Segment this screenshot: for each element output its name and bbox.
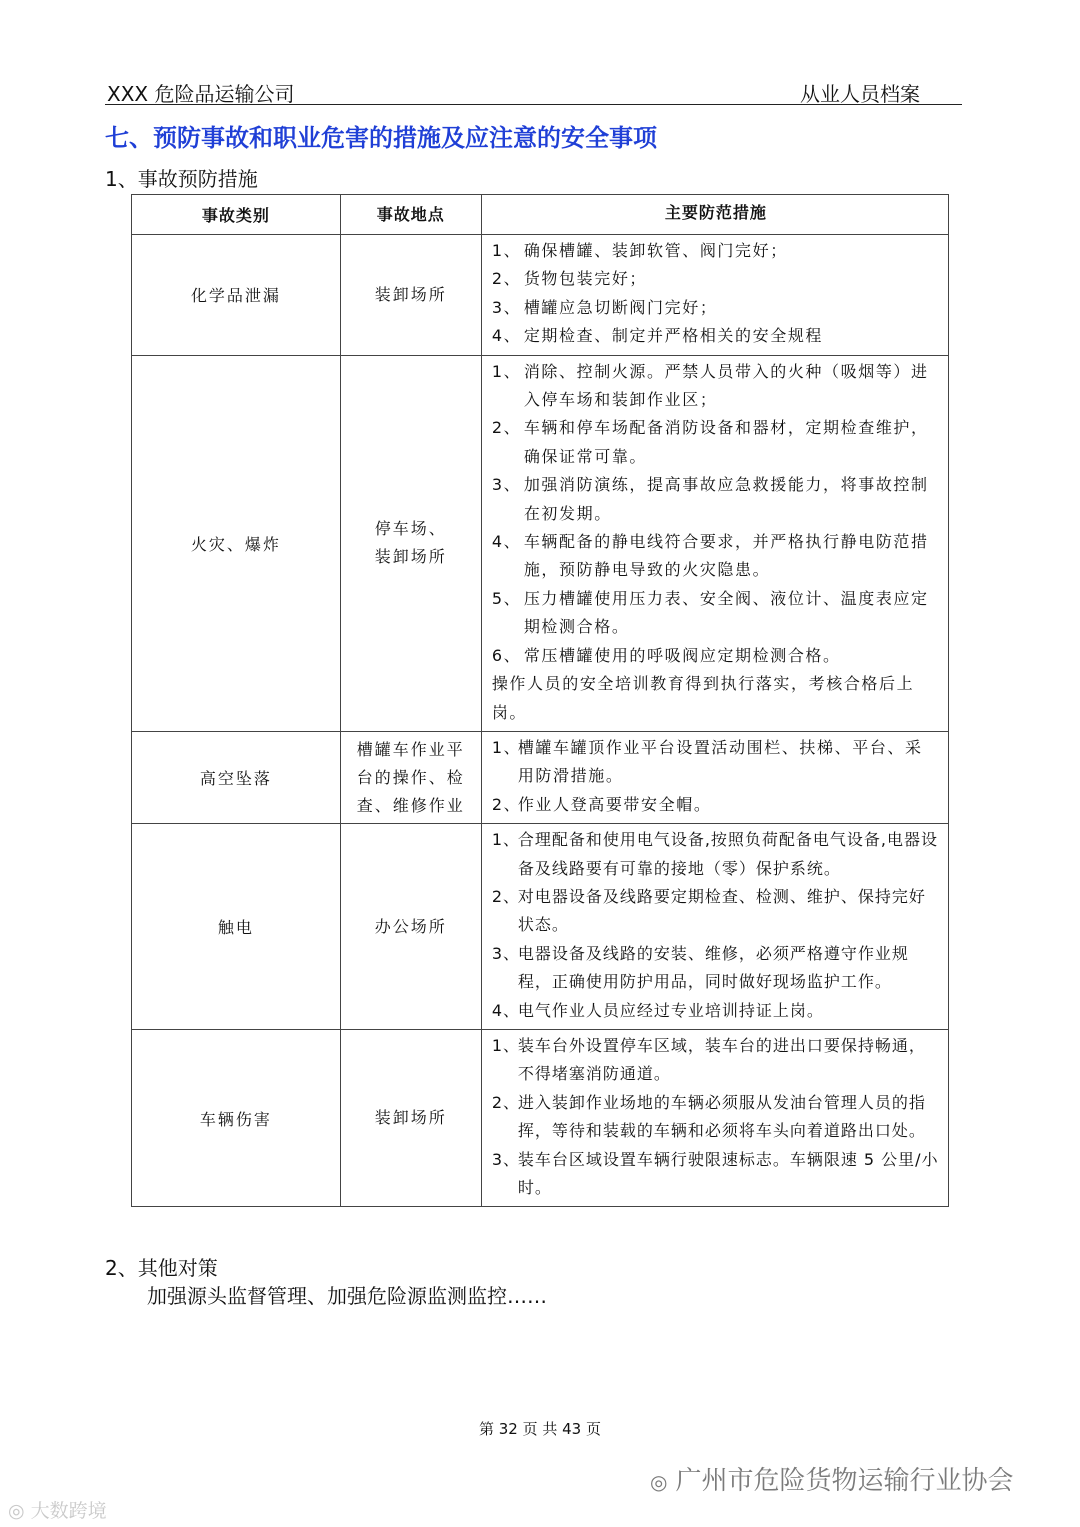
measure-text: 合理配备和使用电气设备,按照负荷配备电气设备,电器设备及线路要有可靠的接地（零）保护系统。	[517, 830, 939, 878]
table-header-row	[132, 195, 949, 235]
watermark-left	[8, 1496, 107, 1523]
measure-item	[492, 414, 940, 471]
measure-item	[492, 265, 940, 293]
measure-extra: 操作人员的安全培训教育得到执行落实，考核合格后上岗。	[491, 674, 915, 722]
measure-item	[492, 826, 940, 883]
measure-item	[492, 528, 940, 585]
accident-location	[340, 824, 481, 1030]
measure-number: 2、	[491, 269, 522, 289]
measure-text: 加强消防演练，提高事故应急救援能力，将事故控制在初发期。	[523, 475, 929, 523]
accident-category: 火灾、爆炸	[132, 355, 341, 731]
accident-location	[340, 235, 481, 356]
table-row	[132, 355, 949, 731]
measures-cell	[481, 1029, 948, 1206]
measure-text: 常压槽罐使用的呼吸阀应定期检测合格。	[523, 645, 841, 665]
wechat-icon: ◎	[650, 1470, 668, 1494]
measure-text: 装车台区域设置车辆行驶限速标志。车辆限速 5 公里/小时。	[517, 1149, 939, 1197]
watermark-logo-icon: ◎	[8, 1500, 31, 1522]
measure-text: 货物包装完好；	[523, 269, 648, 289]
measure-number: 5、	[491, 588, 522, 608]
measures-cell	[481, 235, 948, 356]
measure-number: 2、	[491, 418, 522, 438]
measure-number: 1、	[491, 830, 521, 850]
location-line: 装卸场所	[374, 284, 447, 304]
page-footer: 第 32 页 共 43 页	[478, 1420, 601, 1438]
measure-item	[492, 940, 940, 997]
measure-text: 槽罐车罐顶作业平台设置活动围栏、扶梯、平台、采用防滑措施。	[517, 737, 923, 786]
measure-item	[492, 791, 940, 819]
measure-item	[492, 1089, 940, 1146]
other-measures-text: 加强源头监督管理、加强危险源监测监控……	[147, 1284, 547, 1308]
measures-cell	[481, 731, 948, 823]
page-header	[105, 78, 962, 105]
header-company: XXX 危险品运输公司	[107, 82, 295, 106]
measure-number: 2、	[491, 794, 522, 814]
measure-text: 定期检查、制定并严格相关的安全规程	[523, 326, 824, 346]
measure-number: 2、	[491, 886, 521, 906]
measure-text: 确保槽罐、装卸软管、阀门完好；	[523, 241, 788, 260]
measure-number: 4、	[491, 326, 522, 346]
measure-item	[492, 471, 940, 528]
measure-number: 2、	[491, 1092, 521, 1112]
measure-text: 电器设备及线路的安装、维修，必须严格遵守作业规程，正确使用防护用品，同时做好现场监护工作。	[517, 943, 909, 992]
measure-item	[492, 294, 940, 322]
header-doc-title: 从业人员档案	[800, 82, 920, 106]
measure-text: 车辆配备的静电线符合要求，并严格执行静电防范措施，预防静电导致的火灾隐患。	[523, 532, 929, 580]
measure-text: 装车台外设置停车区域，装车台的进出口要保持畅通，不得堵塞消防通道。	[517, 1035, 926, 1084]
subsection-accident-prevention: 1、事故预防措施	[105, 167, 258, 191]
location-line: 台的操作、检	[356, 767, 465, 787]
measure-item	[492, 322, 940, 350]
measure-item	[492, 237, 940, 265]
table-row	[132, 235, 949, 356]
accident-category: 高空坠落	[132, 731, 341, 823]
measure-item	[492, 585, 940, 642]
section-title: 七、预防事故和职业危害的措施及应注意的安全事项	[105, 124, 657, 152]
measure-number: 1、	[491, 1035, 521, 1055]
measure-item	[492, 1146, 940, 1203]
measure-number: 3、	[491, 297, 522, 317]
accident-category: 车辆伤害	[132, 1029, 341, 1206]
header-category: 事故类别	[132, 195, 341, 235]
measure-number: 1、	[491, 737, 522, 757]
watermark-left-text: 大数跨境	[30, 1500, 107, 1522]
measure-text: 作业人登高要带安全帽。	[517, 794, 712, 814]
measure-text: 槽罐应急切断阀门完好；	[523, 297, 718, 317]
accident-category: 触电	[132, 824, 341, 1030]
table-row	[132, 731, 949, 823]
measure-number: 4、	[491, 532, 522, 552]
location-line: 装卸场所	[374, 547, 447, 567]
measure-number: 6、	[491, 645, 522, 665]
measure-item	[492, 642, 940, 670]
accident-location	[340, 1029, 481, 1206]
location-line: 槽罐车作业平	[356, 739, 465, 759]
measure-number: 3、	[491, 943, 521, 963]
location-line: 停车场、	[374, 519, 447, 539]
measure-number: 1、	[491, 241, 522, 260]
location-line: 办公场所	[374, 916, 447, 936]
table-row	[132, 824, 949, 1030]
measure-item	[492, 883, 940, 940]
header-measures: 主要防范措施	[481, 195, 948, 235]
location-line: 装卸场所	[374, 1108, 447, 1128]
subsection-other-measures: 2、其他对策	[105, 1256, 218, 1280]
measure-item	[492, 734, 940, 791]
measures-cell	[481, 355, 948, 731]
measure-text: 压力槽罐使用压力表、安全阀、液位计、温度表应定期检测合格。	[523, 588, 929, 637]
watermark-right-text: 广州市危险货物运输行业协会	[675, 1466, 1014, 1496]
measures-cell	[481, 824, 948, 1030]
measure-number: 4、	[491, 1000, 521, 1020]
measure-number: 3、	[491, 1149, 521, 1169]
measure-text: 电气作业人员应经过专业培训持证上岗。	[517, 1000, 824, 1020]
accident-location	[340, 731, 481, 823]
watermark-right	[650, 1460, 1013, 1497]
measures-table	[131, 194, 949, 1207]
measure-text: 车辆和停车场配备消防设备和器材，定期检查维护，确保证常可靠。	[523, 418, 929, 466]
measure-item	[492, 997, 940, 1025]
accident-category: 化学品泄漏	[132, 235, 341, 356]
measure-number: 1、	[491, 361, 522, 381]
measure-item	[492, 1032, 940, 1089]
measure-text: 消除、控制火源。严禁人员带入的火种（吸烟等）进入停车场和装卸作业区；	[523, 361, 929, 410]
header-location: 事故地点	[340, 195, 481, 235]
measure-text: 对电器设备及线路要定期检查、检测、维护、保持完好状态。	[517, 886, 926, 935]
location-line: 查、维修作业	[356, 795, 465, 815]
measure-number: 3、	[491, 475, 522, 495]
table-row	[132, 1029, 949, 1206]
measure-item	[492, 358, 940, 415]
accident-location	[340, 355, 481, 731]
measure-text: 进入装卸作业场地的车辆必须服从发油台管理人员的指挥，等待和装载的车辆和必须将车头向着道路出口处。	[517, 1092, 926, 1141]
